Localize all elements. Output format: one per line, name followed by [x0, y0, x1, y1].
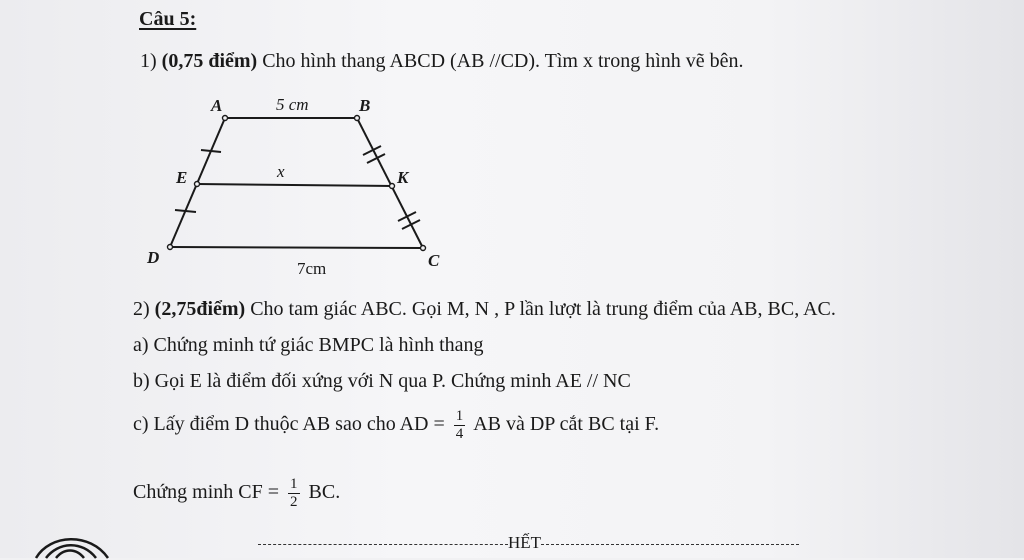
vertex-points — [168, 116, 426, 251]
tick-ae — [201, 150, 221, 152]
label-d: D — [147, 248, 160, 267]
part2-a: a) Chứng minh tứ giác BMPC là hình thang — [133, 334, 484, 356]
label-k: K — [397, 168, 409, 187]
fraction-one-half — [288, 476, 300, 511]
segment-ek — [197, 184, 392, 186]
fraction-numerator: 1 — [455, 408, 464, 424]
question-title: Câu 5: — [139, 8, 197, 30]
segment-bc — [357, 118, 423, 248]
label-c: C — [428, 251, 440, 270]
end-marker — [258, 533, 799, 553]
decorative-swirl-icon — [30, 530, 140, 560]
dash-left — [258, 544, 508, 545]
part1-number: 1) — [140, 50, 157, 72]
part2-prove-after: BC. — [308, 481, 341, 504]
label-bottom-length: 7cm — [297, 259, 327, 278]
fraction-denominator: 2 — [290, 494, 298, 510]
fraction-denominator: 4 — [455, 426, 464, 442]
part2-line — [133, 298, 836, 321]
label-middle-x: x — [277, 162, 285, 181]
segment-dc — [170, 247, 423, 248]
tick-kc-1 — [398, 212, 416, 221]
part2-b: b) Gọi E là điểm đối xứng với N qua P. Chứng minh AE // NC — [133, 370, 631, 392]
part2-c — [133, 408, 659, 443]
part2-points: (2,75điểm) — [154, 298, 246, 320]
tick-marks — [175, 146, 420, 229]
fraction-one-quarter — [454, 408, 466, 443]
part2-number: 2) — [133, 298, 150, 320]
dash-right — [541, 544, 799, 545]
fraction-numerator: 1 — [290, 476, 298, 492]
part1-points: (0,75 điểm) — [161, 50, 258, 72]
part2-c-after: AB và DP cắt BC tại F. — [473, 413, 660, 436]
tick-kc-2 — [402, 220, 420, 229]
label-a: A — [211, 96, 223, 115]
part2-text: Cho tam giác ABC. Gọi M, N , P lần lượt là trung điểm của AB, BC, AC. — [250, 298, 836, 320]
label-e: E — [176, 168, 188, 187]
part2-prove — [133, 476, 340, 511]
label-top-length: 5 cm — [276, 95, 309, 114]
tick-ed — [175, 210, 196, 212]
part2-prove-before: Chứng minh CF = — [133, 481, 280, 504]
part2-c-before: c) Lấy điểm D thuộc AB sao cho AD = — [133, 413, 445, 436]
end-text: HẾT — [508, 533, 542, 552]
label-b: B — [359, 96, 371, 115]
part1-text: Cho hình thang ABCD (AB //CD). Tìm x trong hình vẽ bên. — [262, 50, 744, 72]
